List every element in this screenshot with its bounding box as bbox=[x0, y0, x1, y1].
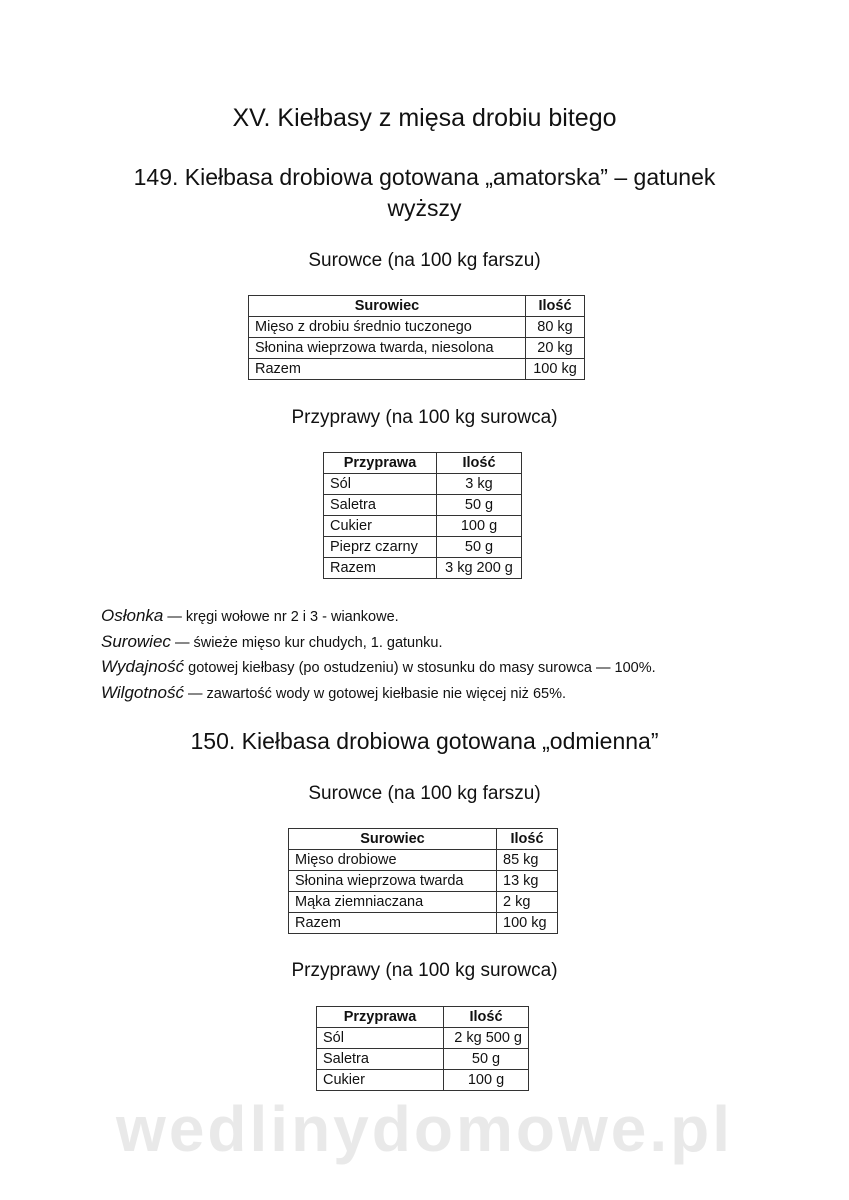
note-text: gotowej kiełbasy (po ostudzeniu) w stosunku do masy surowca — 100%. bbox=[184, 660, 656, 676]
recipe-149-spice-heading: Przyprawy (na 100 kg surowca) bbox=[291, 407, 558, 428]
note-text: — kręgi wołowe nr 2 i 3 - wiankowe. bbox=[163, 609, 399, 625]
table-row bbox=[249, 359, 585, 380]
recipe-150-title: 150. Kiełbasa drobiowa gotowana „odmienna” bbox=[190, 728, 659, 754]
table-row bbox=[317, 1070, 529, 1091]
note-term: Wydajność bbox=[101, 657, 185, 676]
table-cell: 50 g bbox=[437, 495, 522, 516]
note-line bbox=[101, 655, 656, 681]
table-header-row bbox=[249, 296, 585, 317]
table-cell: 85 kg bbox=[497, 850, 558, 871]
table-cell: 3 kg bbox=[437, 474, 522, 495]
table-cell: Razem bbox=[289, 913, 497, 934]
table-row bbox=[249, 338, 585, 359]
table-cell: Razem bbox=[249, 359, 526, 380]
column-header: Ilość bbox=[526, 296, 585, 317]
note-line bbox=[101, 630, 656, 656]
table-row bbox=[317, 1049, 529, 1070]
table-cell: 2 kg 500 g bbox=[444, 1028, 529, 1049]
note-line bbox=[101, 681, 656, 707]
table-cell: Słonina wieprzowa twarda bbox=[289, 871, 497, 892]
table-row bbox=[324, 537, 522, 558]
recipe-150-spice-table bbox=[316, 1006, 529, 1091]
table-cell: Cukier bbox=[317, 1070, 444, 1091]
table-cell: 100 g bbox=[437, 516, 522, 537]
table-cell: Saletra bbox=[317, 1049, 444, 1070]
note-text: — świeże mięso kur chudych, 1. gatunku. bbox=[170, 634, 443, 651]
table-cell: 13 kg bbox=[497, 871, 558, 892]
table-cell: Słonina wieprzowa twarda, niesolona bbox=[249, 338, 526, 359]
recipe-149-spice-table bbox=[323, 452, 522, 579]
table-cell: Pieprz czarny bbox=[324, 537, 437, 558]
note-line bbox=[101, 604, 656, 630]
table-cell: Mąka ziemniaczana bbox=[289, 892, 497, 913]
table-header-row bbox=[317, 1007, 529, 1028]
table-cell: 100 g bbox=[444, 1070, 529, 1091]
table-row bbox=[324, 474, 522, 495]
table-row bbox=[289, 913, 558, 934]
table-cell: 3 kg 200 g bbox=[437, 558, 522, 579]
table-row bbox=[324, 495, 522, 516]
table-cell: Razem bbox=[324, 558, 437, 579]
table-cell: Sól bbox=[317, 1028, 444, 1049]
table-cell: 50 g bbox=[437, 537, 522, 558]
table-row bbox=[324, 516, 522, 537]
column-header: Przyprawa bbox=[317, 1007, 444, 1028]
table-row bbox=[249, 317, 585, 338]
note-term: Surowiec bbox=[101, 631, 171, 651]
recipe-149-notes bbox=[101, 604, 656, 706]
table-row bbox=[289, 871, 558, 892]
table-cell: 2 kg bbox=[497, 892, 558, 913]
recipe-149-raw-heading: Surowce (na 100 kg farszu) bbox=[308, 250, 541, 271]
table-row bbox=[324, 558, 522, 579]
table-cell: Mięso z drobiu średnio tuczonego bbox=[249, 317, 526, 338]
recipe-150-spice-heading: Przyprawy (na 100 kg surowca) bbox=[291, 960, 558, 981]
table-header-row bbox=[324, 453, 522, 474]
column-header: Ilość bbox=[444, 1007, 529, 1028]
note-text: — zawartość wody w gotowej kiełbasie nie więcej niż 65%. bbox=[184, 685, 567, 702]
note-term: Wilgotność bbox=[101, 682, 184, 702]
note-term: Osłonka bbox=[101, 606, 164, 625]
table-cell: Sól bbox=[324, 474, 437, 495]
table-row bbox=[289, 892, 558, 913]
column-header: Surowiec bbox=[249, 296, 526, 317]
table-header-row bbox=[289, 829, 558, 850]
column-header: Przyprawa bbox=[324, 453, 437, 474]
column-header: Ilość bbox=[497, 829, 558, 850]
recipe-150-raw-table bbox=[288, 828, 558, 934]
table-cell: 50 g bbox=[444, 1049, 529, 1070]
table-cell: 100 kg bbox=[526, 359, 585, 380]
recipe-149-title: 149. Kiełbasa drobiowa gotowana „amatorska” – gatunek wyższy bbox=[133, 164, 716, 221]
chapter-title: XV. Kiełbasy z mięsa drobiu bitego bbox=[232, 104, 617, 132]
column-header: Surowiec bbox=[289, 829, 497, 850]
table-cell: 100 kg bbox=[497, 913, 558, 934]
column-header: Ilość bbox=[437, 453, 522, 474]
recipe-149-raw-table bbox=[248, 295, 585, 380]
watermark: wedlinydomowe.pl bbox=[116, 1093, 733, 1165]
table-row bbox=[289, 850, 558, 871]
recipe-150-raw-heading: Surowce (na 100 kg farszu) bbox=[308, 783, 541, 804]
table-cell: 80 kg bbox=[526, 317, 585, 338]
table-cell: Saletra bbox=[324, 495, 437, 516]
table-cell: Cukier bbox=[324, 516, 437, 537]
table-row bbox=[317, 1028, 529, 1049]
table-cell: Mięso drobiowe bbox=[289, 850, 497, 871]
table-cell: 20 kg bbox=[526, 338, 585, 359]
